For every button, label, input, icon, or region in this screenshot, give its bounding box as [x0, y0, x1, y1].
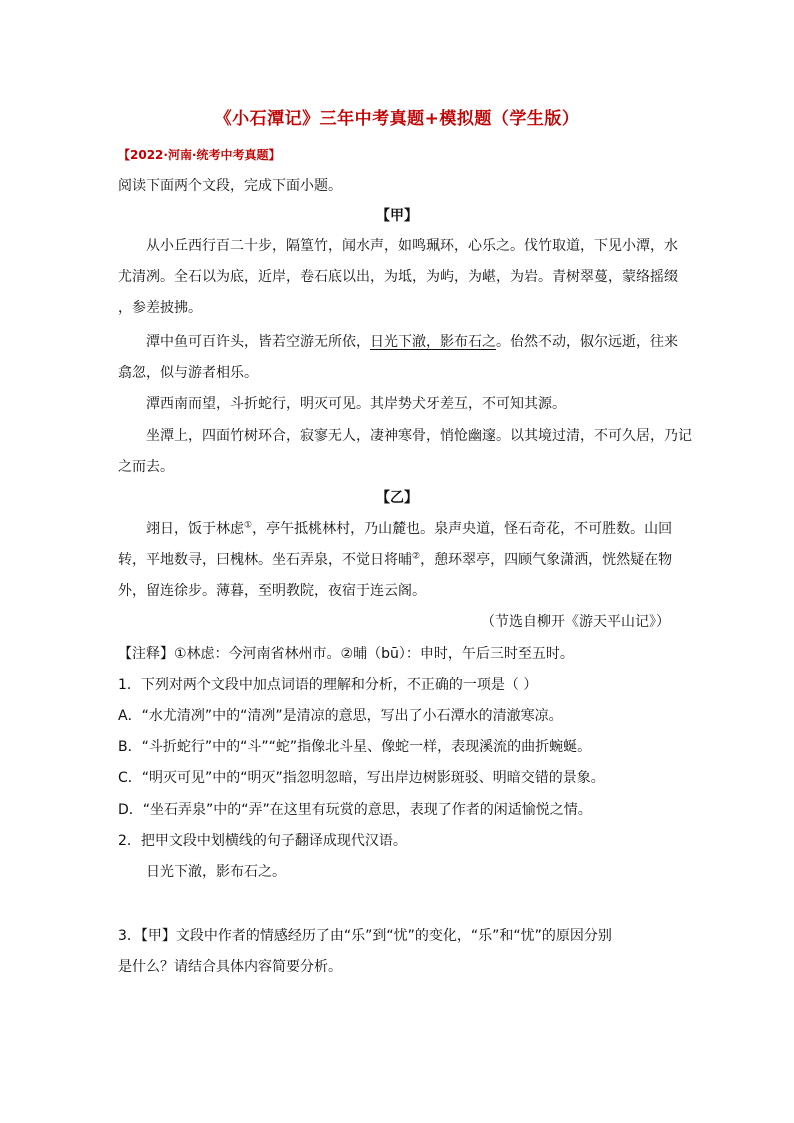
passage-a-line: 之而去。	[118, 459, 174, 475]
passage-a-line: 从小丘西行百二十步，隔篁竹，闻水声，如鸣珮环，心乐之。伐竹取道，下见小潭，水	[146, 238, 678, 254]
text: 潭中鱼可百许头，皆若空游无所依，	[146, 334, 370, 350]
question-2-sentence: 日光下澈，影布石之。	[146, 864, 286, 880]
question-3-stem: 3．【甲】文段中作者的情感经历了由“乐”到“忧”的变化，“乐”和“忧”的原因分别	[118, 928, 612, 944]
text: ，亭午抵桃林村，乃山麓也。泉声央道，怪石奇花，不可胜数。山回	[252, 521, 673, 537]
question-1-option-c: C．“明灭可见”中的“明灭”指忽明忽暗，写出岸边树影斑驳、明暗交错的景象。	[118, 770, 605, 786]
passage-a-line: 尤清冽。全石以为底，近岸，卷石底以出，为坻，为屿，为嵁，为岩。青树翠蔓，蒙络摇缀	[118, 269, 678, 285]
passage-b-heading: 【乙】	[376, 490, 418, 506]
passage-a-paragraph-2	[146, 332, 678, 352]
footnote-marker: ①	[244, 520, 253, 531]
passage-a-paragraph-4: 坐潭上，四面竹树环合，寂寥无人，凄神寒骨，悄怆幽邃。以其境过清，不可久居，乃记	[146, 428, 692, 444]
footnote-marker: ②	[412, 551, 421, 562]
page-title: 《小石潭记》三年中考真题+模拟题（学生版）	[214, 109, 580, 129]
passage-a-line: 翕忽，似与游者相乐。	[118, 365, 258, 381]
annotation-notes: 【注释】①林虑：今河南省林州市。②晡（bū）：申时，午后三时至五时。	[118, 646, 574, 662]
question-1-option-b: B．“斗折蛇行”中的“斗”“蛇”指像北斗星、像蛇一样，表现溪流的曲折蜿蜒。	[118, 739, 592, 755]
exam-tag: 【2022·河南·统考中考真题】	[118, 148, 281, 162]
underlined-sentence: 日光下澈，影布石之	[370, 334, 496, 350]
text: 翊日，饭于林虑	[146, 521, 244, 537]
passage-b-line	[118, 550, 672, 570]
question-1-option-a: A．“水尤清冽”中的“清冽”是清凉的意思，写出了小石潭水的清澈寒凉。	[118, 708, 563, 724]
passage-source: （节选自柳开《游天平山记》）	[481, 614, 670, 630]
question-1-option-d: D．“坐石弄泉”中的“弄”在这里有玩赏的意思，表现了作者的闲适愉悦之情。	[118, 802, 592, 818]
passage-a-line: ，参差披拂。	[118, 300, 202, 316]
passage-a-paragraph-3: 潭西南而望，斗折蛇行，明灭可见。其岸势犬牙差互，不可知其源。	[146, 396, 566, 412]
instruction: 阅读下面两个文段，完成下面小题。	[118, 178, 342, 194]
text: 转，平地数寻，曰槐林。坐石弄泉，不觉日将晡	[118, 552, 412, 568]
question-1-stem: 1．下列对两个文段中加点词语的理解和分析，不正确的一项是（ ）	[118, 677, 538, 693]
question-3-stem-cont: 是什么？请结合具体内容简要分析。	[118, 959, 342, 975]
passage-b-line: 外，留连徐步。薄暮，至明教院，夜宿于连云阁。	[118, 583, 426, 599]
question-2-stem: 2．把甲文段中划横线的句子翻译成现代汉语。	[118, 833, 407, 849]
passage-a-heading: 【甲】	[376, 208, 418, 224]
passage-b-line	[146, 519, 672, 539]
text: ，憩环翠亭，四顾气象潇洒，恍然疑在物	[420, 552, 673, 568]
text: 。佁然不动，俶尔远逝，往来	[496, 334, 678, 350]
